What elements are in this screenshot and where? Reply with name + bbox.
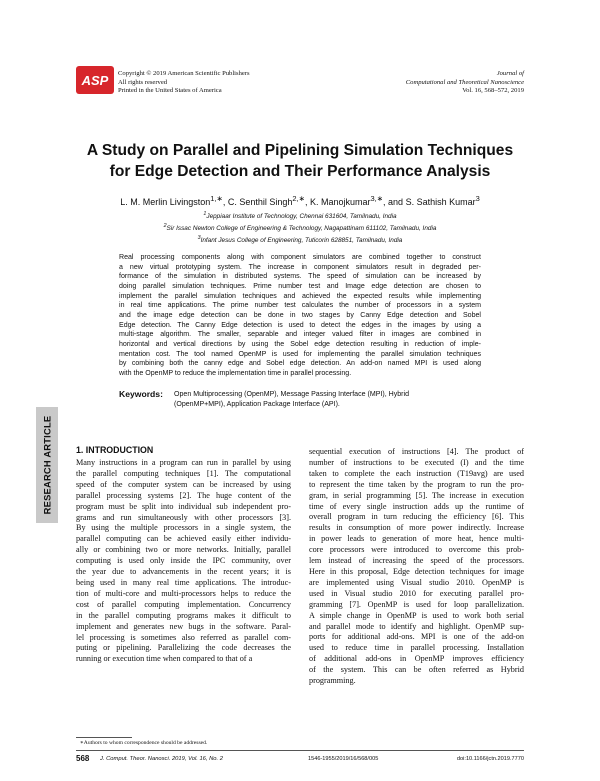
journal-header	[406, 70, 524, 96]
body-line: number of instructions to be executed (I) and the time	[309, 457, 524, 467]
affiliation-text: Jeppiaar Institute of Technology, Chennai 631604, Tamilnadu, India	[206, 213, 397, 221]
body-line: and parallel mode to identify and highlight. OpenMP sup-	[309, 621, 524, 631]
journal-volume: Vol. 16, 568–572, 2019	[462, 87, 524, 95]
abstract-line: doing parallel simulation techniques. Prime number test and Image edge detection are chosen to	[119, 282, 481, 290]
body-line: tion of multi-core and multi-processors helps to reduce the	[76, 588, 291, 598]
keywords-text	[174, 390, 481, 409]
body-line: A simple change in OpenMP is used to work both serial	[309, 610, 524, 620]
copyright-notice	[118, 70, 250, 96]
body-line: being used in many real time applications. The introduc-	[76, 577, 291, 587]
page-number: 568	[76, 754, 90, 763]
copyright-line: All rights reserved	[118, 78, 168, 86]
abstract-line: by combining both the canny edge and Sobel edge detection. An add-on named MPI is used along	[119, 360, 481, 368]
body-line: are implemented using Visual studio 2010. OpenMP is	[309, 577, 524, 587]
affiliations	[90, 210, 510, 246]
author-name: L. M. Merlin Livingston	[120, 197, 211, 207]
author-separator: , and	[383, 197, 406, 207]
author-separator: ,	[222, 197, 228, 207]
body-line: in the parallel computing programs makes it difficult to	[76, 610, 291, 620]
footer-issn: 1546-1955/2019/16/568/005	[308, 756, 379, 762]
article-type-label: RESEARCH ARTICLE	[41, 415, 53, 515]
author-name: K. Manojkumar	[309, 197, 371, 207]
abstract-line: with the OpenMP to reduce the implementation time in parallel processing.	[119, 369, 352, 377]
body-line: grams and run simultaneously with other processors [3].	[76, 512, 291, 522]
affiliation	[90, 234, 510, 246]
body-line: implement and generates new bugs in the software. Paral-	[76, 621, 291, 631]
body-line: in power leads to generation of more heat, hence multi-	[309, 534, 524, 544]
author-list	[60, 193, 540, 208]
body-line: computing is used only inside the IPC community, over	[76, 556, 291, 566]
abstract-line: and the image edge detection can be done in two stages by Canny Edge detection and Sobel	[119, 311, 481, 319]
author-separator: ,	[304, 197, 310, 207]
body-line: lem instead of increasing the speed of the processors.	[309, 556, 524, 566]
journal-name: Computational and Theoretical Nanoscience	[405, 78, 524, 86]
author-sup: 3	[475, 194, 480, 203]
body-line: of additional add-ons in OpenMP improves efficiency	[309, 654, 524, 664]
abstract-line: formance of the simulation in distributed systems. The speed of simulation can be increased by	[119, 273, 481, 281]
body-line: to represent the time taken by the program to run the pro-	[309, 479, 524, 489]
body-line: By using the multiple processors in a single system, the	[76, 523, 291, 533]
affiliation-text: Infant Jesus College of Engineering, Tuticorin 628851, Tamilnadu, India	[200, 236, 403, 244]
body-line: used in Visual studio 2010 for executing parallel pro-	[309, 588, 524, 598]
title-line: for Edge Detection and Their Performance Analysis	[109, 163, 491, 180]
keywords-line: (OpenMP+MPI), Application Package Interface (API).	[174, 400, 340, 408]
footnote: ∗Authors to whom correspondence should be addressed.	[80, 740, 208, 746]
body-line: gramming [7]. OpenMP is used for loop parallelization.	[309, 599, 524, 609]
body-line: ports for additional add-ons. MPI is one of the add-on	[309, 632, 524, 642]
author-sup: 2,∗	[292, 194, 305, 203]
affiliation	[90, 210, 510, 222]
body-line: running or execution time when compared to that of a	[76, 654, 253, 664]
logo-text: ASP	[81, 73, 109, 88]
body-line: results in consumption of more power indirectly. Increase	[309, 523, 524, 533]
body-line: gram, in serial programming [5]. The increase in execution	[309, 490, 524, 500]
affiliation-sup: 1	[203, 211, 207, 217]
body-line: the year due to advancements in the recent years; it is	[76, 567, 291, 577]
body-line: ally or combining two or more networks. Initially, parallel	[76, 545, 291, 555]
copyright-line: Copyright © 2019 American Scientific Publishers	[118, 70, 250, 77]
abstract-line: multi-stage algorithm. The smaller, separable and integer valued filter in images are combined in	[119, 331, 481, 339]
asp-logo	[76, 66, 114, 94]
affiliation	[90, 222, 510, 234]
body-line: used to reduce time in parallel processing. Installation	[309, 643, 524, 653]
abstract-line: Edge detection. The Canny Edge detection is used to detect the edges in the images by using a	[119, 321, 481, 329]
right-column	[309, 447, 524, 687]
footer-rule	[76, 750, 524, 751]
body-line: sequential execution of instructions [4]. The product of	[309, 447, 524, 456]
body-line: programming.	[309, 676, 356, 686]
section-heading: 1. INTRODUCTION	[76, 445, 154, 455]
body-line: the parallel computing techniques [1]. The computational	[76, 468, 291, 478]
journal-line: Journal of	[496, 70, 524, 77]
abstract-line: Real processing components along with component simulators are combined together to construct	[119, 254, 481, 261]
keywords-line: Open Multiprocessing (OpenMP), Message Passing Interface (MPI), Hybrid	[174, 391, 409, 398]
abstract-line: implement the parallel simulation techniques and achieved the expected results while implementing	[119, 292, 481, 300]
copyright-line: Printed in the United States of America	[118, 87, 222, 95]
affiliation-sup: 2	[163, 222, 167, 229]
body-line: puting or pipelining. Parallelizing the code decreases the	[76, 643, 291, 653]
body-line: cost of parallel computing implementation. Concurrency	[76, 599, 291, 609]
body-line: core processors were introduced to overcome this prob-	[309, 545, 524, 555]
body-line: Many instructions in a program can run in parallel by using	[76, 458, 291, 467]
article-type-tab	[36, 407, 58, 523]
author-name: S. Sathish Kumar	[405, 197, 476, 207]
footnote-rule	[76, 737, 132, 738]
abstract-line: horizontal and vertical directions by using the Sobel edge detection resulting in reduction of imple-	[119, 340, 481, 348]
body-line: parallel computing can be achieved easily either individu-	[76, 534, 291, 544]
author-sup: 1,∗	[210, 194, 223, 203]
footer-journal-ref: J. Comput. Theor. Nanosci. 2019, Vol. 16, No. 2	[100, 756, 223, 762]
keywords-label: Keywords:	[119, 389, 163, 399]
body-line: Here in this proposal, Edge detection techniques for image	[309, 566, 524, 576]
body-line: program must be split into individual sub independent pro-	[76, 501, 291, 511]
body-line: of the system. This can be often referred as Hybrid	[309, 665, 524, 675]
left-column	[76, 458, 291, 665]
affiliation-sup: 3	[197, 234, 201, 241]
body-line: parallel processing systems [2]. The huge content of the	[76, 490, 291, 500]
body-line: time of every single instruction adds up the runtime of	[309, 501, 524, 511]
footer-doi: doi:10.1166/jctn.2019.7770	[456, 756, 524, 762]
body-line: taken to complete the each instruction (T19avg) are used	[309, 468, 524, 478]
title-line: A Study on Parallel and Pipelining Simulation Techniques	[86, 142, 514, 159]
author-name: C. Senthil Singh	[227, 197, 293, 207]
abstract-line: mentation cost. The tool named OpenMP is used for implementing the parallel simulation techniques	[119, 350, 481, 358]
keywords-block	[119, 390, 481, 409]
abstract-line: in real time applications. The prime number test calculates the number of processors in a system	[119, 302, 481, 310]
body-line: lel processing is sometimes also referred as parallel com-	[76, 632, 291, 642]
author-sup: 3,∗	[370, 194, 384, 203]
affiliation-text: Sir Issac Newton College of Engineering & Technology, Nagapattinam 611102, Tamilnadu, India	[166, 225, 437, 233]
body-line: overall program in turn reducing the efficiency [6]. This	[309, 512, 524, 522]
paper-title	[50, 140, 550, 182]
body-line: speed of the computer system can be increased by using	[76, 479, 291, 489]
abstract-line: a new virtual prototyping system. The increase in component simulators result in degraded per-	[119, 263, 481, 271]
abstract	[119, 253, 481, 379]
